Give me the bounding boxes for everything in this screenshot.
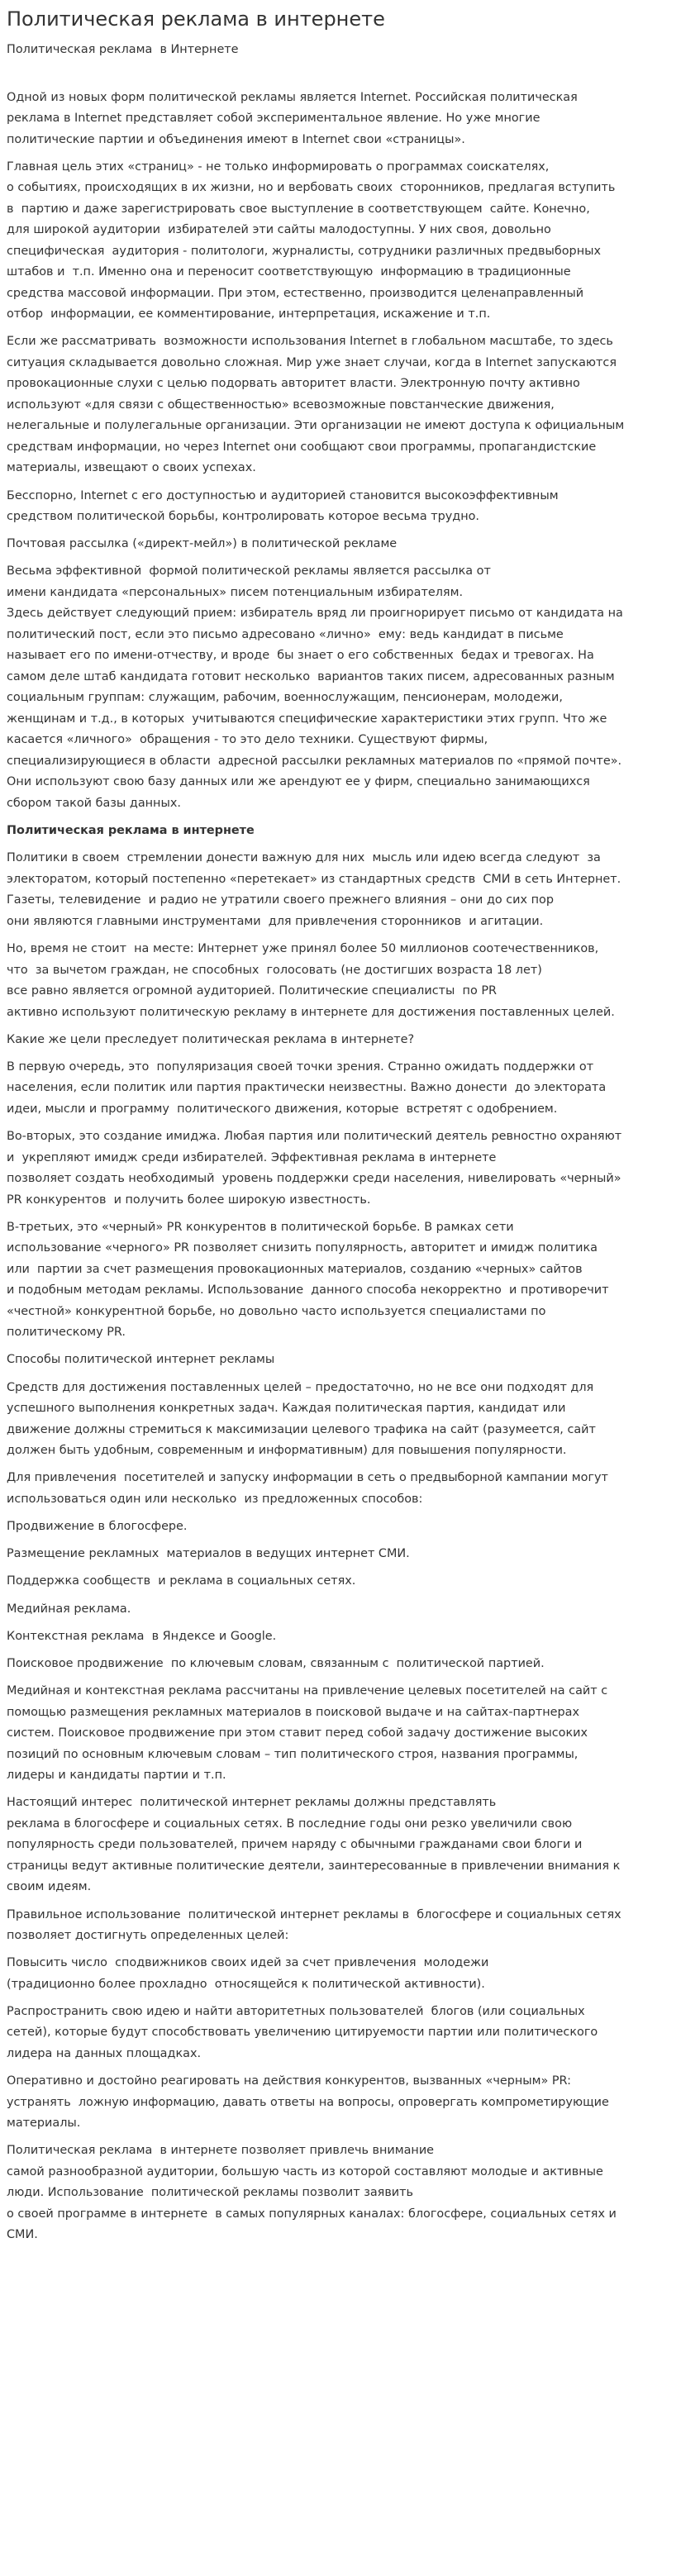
text-line: Правильное использование политической интернет рекламы в блогосфере и социальных сетях — [7, 1907, 621, 1921]
text-line: своим идеям. — [7, 1880, 92, 1894]
paragraph — [7, 1057, 688, 1121]
text-line: населения, если политик или партия практически неизвестны. Важно донести до электората — [7, 1081, 607, 1095]
paragraph — [7, 1905, 688, 1947]
text-line: средства массовой информации. При этом, естественно, производится целенаправленный — [7, 286, 584, 300]
text-line: должен быть удобным, современным и информативным) для повышения популярности. — [7, 1444, 567, 1458]
text-line: Если же рассматривать возможности использования Internet в глобальном масштабе, то здесь — [7, 335, 613, 349]
text-line: В-третьих, это «черный» PR конкурентов в политической борьбе. В рамках сети — [7, 1220, 514, 1234]
text-line: называет его по имени-отчеству, и вроде бы знает о его собственных бедах и тревогах. На — [7, 649, 594, 663]
text-line: использование «черного» PR позволяет снизить популярность, авторитет и имидж политика — [7, 1241, 598, 1255]
paragraph — [7, 1953, 688, 1995]
paragraph — [7, 2140, 688, 2246]
text-line: Оперативно и достойно реагировать на действия конкурентов, вызванных «черным» PR: — [7, 2074, 571, 2088]
text-line: реклама в блогосфере и социальных сетях. В последние годы они резко увеличили свою — [7, 1817, 573, 1831]
text-line: В первую очередь, это популяризация своей точки зрения. Странно ожидать поддержки от — [7, 1059, 594, 1074]
text-line: Распространить свою идею и найти авторитетных пользователей блогов (или социальных — [7, 2004, 585, 2018]
paragraph — [7, 1126, 688, 1211]
paragraph — [7, 157, 688, 326]
text-line: используют «для связи с общественностью» всевозможные повстанческие движения, — [7, 398, 555, 412]
paragraph — [7, 2002, 688, 2065]
paragraph — [7, 1544, 688, 1565]
text-line: систем. Поисковое продвижение при этом ставит перед собой задачу достижение высоких — [7, 1726, 588, 1740]
text-line: Поддержка сообществ и реклама в социальных сетях. — [7, 1574, 356, 1588]
paragraph — [7, 1681, 688, 1787]
text-line: Размещение рекламных материалов в ведущих интернет СМИ. — [7, 1547, 410, 1561]
text-line: самой разнообразной аудитории, большую часть из которой составляют молодые и активные — [7, 2164, 603, 2178]
text-line: нелегальные и полулегальные организации. Эти организации не имеют доступа к официальным — [7, 419, 625, 433]
paragraph — [7, 1030, 688, 1051]
text-line: все равно является огромной аудиторией. Политические специалисты по PR — [7, 984, 497, 998]
text-line: штабов и т.п. Именно она и переносит соответствующую информацию в традиционные — [7, 265, 571, 279]
paragraph — [7, 88, 688, 151]
text-line: идеи, мысли и программу политического движения, которые встретят с одобрением. — [7, 1102, 558, 1116]
text-line: материалы, извещают о своих успехах. — [7, 461, 256, 475]
text-line: касается «личного» обращения - то это дело техники. Существуют фирмы, — [7, 733, 488, 747]
paragraph — [7, 939, 688, 1023]
text-line: Для привлечения посетителей и запуску информации в сеть о предвыборной кампании могут — [7, 1471, 608, 1485]
text-line: сбором такой базы данных. — [7, 796, 181, 810]
text-line: Средств для достижения поставленных целей – предостаточно, но не все они подходят для — [7, 1380, 594, 1394]
text-line: материалы. — [7, 2117, 81, 2131]
paragraph — [7, 1793, 688, 1898]
section-heading — [7, 821, 688, 842]
text-line: специализирующиеся в области адресной рассылки рекламных материалов по «прямой почте». — [7, 754, 622, 768]
paragraph — [7, 1654, 688, 1675]
text-line: Продвижение в блогосфере. — [7, 1520, 188, 1533]
paragraph — [7, 534, 688, 555]
text-line: политический пост, если это письмо адресовано «лично» ему: ведь кандидат в письме — [7, 627, 564, 641]
text-line: женщинам и т.д., в которых учитываются специфические характеристики этих групп. Что же — [7, 712, 607, 726]
text-line: социальным группам: служащим, рабочим, военнослужащим, пенсионерам, молодежи, — [7, 691, 563, 705]
text-line: позиций по основным ключевым словам – тип политического строя, названия программы, — [7, 1747, 579, 1761]
text-line: Настоящий интерес политической интернет рекламы должны представлять — [7, 1796, 497, 1810]
text-line: политическому PR. — [7, 1326, 126, 1340]
text-line: и подобным методам рекламы. Использование данного способа некорректно и противоречит — [7, 1283, 609, 1298]
text-line: Контекстная реклама в Яндексе и Google. — [7, 1629, 277, 1643]
text-line: для широкой аудитории избирателей эти сайты малодоступны. У них своя, довольно — [7, 223, 551, 237]
text-line: люди. Использование политической рекламы позволит заявить — [7, 2186, 414, 2200]
text-line: Почтовая рассылка («директ-мейл») в политической рекламе — [7, 537, 398, 551]
text-line: провокационные слухи с целью подорвать авторитет власти. Электронную почту активно — [7, 377, 580, 391]
text-line: страницы ведут активные политические деятели, заинтересованные в привлечении внимания к — [7, 1859, 621, 1873]
text-line: Политики в своем стремлении донести важную для них мысль или идею всегда следуют за — [7, 851, 601, 865]
text-line: электоратом, который постепенно «перетекает» из стандартных средств СМИ в сеть Интернет. — [7, 872, 621, 886]
text-line: самом деле штаб кандидата готовит несколько вариантов таких писем, адресованных разным — [7, 669, 615, 683]
text-line: Медийная и контекстная реклама рассчитаны на привлечение целевых посетителей на сайт с — [7, 1684, 608, 1698]
text-line: сетей), которые будут способствовать увеличению цитируемости партии или политического — [7, 2026, 598, 2040]
text-line: СМИ. — [7, 2228, 38, 2242]
text-line: позволяет создать необходимый уровень поддержки среди населения, нивелировать «черный» — [7, 1172, 621, 1186]
text-line: Главная цель этих «страниц» - не только информировать о программах соискателях, — [7, 160, 550, 174]
text-line: успешного выполнения конкретных задач. Каждая политическая партия, кандидат или — [7, 1402, 566, 1416]
text-line: они являются главными инструментами для привлечения сторонников и агитации. — [7, 914, 544, 928]
text-line: (традиционно более прохладно относящейся к политической активности). — [7, 1977, 485, 1991]
text-line: что за вычетом граждан, не способных голосовать (не достигших возраста 18 лет) — [7, 963, 542, 977]
text-line: средствам информации, но через Internet они сообщают свои программы, пропагандистские — [7, 440, 597, 454]
text-line: имени кандидата «персональных» писем потенциальным избирателям. — [7, 585, 464, 599]
text-line: Политическая реклама в интернете позволяет привлечь внимание — [7, 2144, 435, 2158]
text-line: и укрепляют имидж среди избирателей. Эффективная реклама в интернете — [7, 1150, 497, 1164]
text-line: ситуация складывается довольно сложная. Мир уже знает случаи, когда в Internet запускаются — [7, 355, 617, 369]
paragraph — [7, 1468, 688, 1510]
text-line: Бесспорно, Internet с его доступностью и аудиторией становится высокоэффективным — [7, 488, 559, 502]
text-line: устранять ложную информацию, давать ответы на вопросы, опровергать компрометирующие — [7, 2095, 609, 2109]
paragraph — [7, 1626, 688, 1648]
text-line: отбор информации, ее комментирование, интерпретация, искажение и т.п. — [7, 307, 491, 321]
text-line: реклама в Internet представляет собой экспериментальное явление. Но уже многие — [7, 112, 540, 125]
text-line: специфическая аудитория - политологи, журналисты, сотрудники различных предвыборных — [7, 244, 601, 258]
article-body — [7, 88, 688, 2246]
text-line: Весьма эффективной формой политической рекламы является рассылка от — [7, 564, 491, 579]
text-line: движение должны стремиться к максимизации целевого трафика на сайт (разумеется, сайт — [7, 1422, 596, 1436]
text-line: в партию и даже зарегистрировать свое выступление в соответствующем сайте. Конечно, — [7, 202, 590, 216]
page-title: Политическая реклама в интернете — [7, 7, 385, 31]
text-line: популярность среди пользователей, причем наряду с обычными гражданами свои блоги и — [7, 1838, 583, 1852]
text-line: «честной» конкурентной борьбе, но довольно часто используется специалистами по — [7, 1304, 546, 1318]
paragraph — [7, 1350, 688, 1371]
text-line: Поисковое продвижение по ключевым словам, связанным с политической партией. — [7, 1656, 545, 1670]
text-line: или партии за счет размещения провокационных материалов, созданию «черных» сайтов — [7, 1262, 583, 1276]
text-line: Здесь действует следующий прием: избиратель вряд ли проигнорирует письмо от кандидата на — [7, 607, 623, 621]
paragraph — [7, 1599, 688, 1621]
paragraph — [7, 1517, 688, 1538]
paragraph — [7, 486, 688, 528]
text-line: помощью размещения рекламных материалов в поисковой выдаче и на сайтах-партнерах — [7, 1705, 579, 1719]
text-line: лидера на данных площадках. — [7, 2046, 202, 2060]
text-line: о событиях, происходящих в их жизни, но и вербовать своих сторонников, предлагая вступить — [7, 181, 616, 195]
text-line: активно используют политическую рекламу в интернете для достижения поставленных целей. — [7, 1005, 615, 1019]
paragraph — [7, 2071, 688, 2135]
text-line: Во-вторых, это создание имиджа. Любая партия или политический деятель ревностно охраняют — [7, 1130, 622, 1144]
text-line: Одной из новых форм политической рекламы является Internet. Российская политическая — [7, 90, 578, 104]
text-line: Медийная реклама. — [7, 1602, 131, 1616]
paragraph — [7, 848, 688, 932]
text-line: средством политической борьбы, контролировать которое весьма трудно. — [7, 510, 479, 524]
text-line: позволяет достигнуть определенных целей: — [7, 1929, 289, 1942]
text-line: Но, время не стоит на месте: Интернет уже принял более 50 миллионов соотечественников, — [7, 942, 599, 955]
text-line: политические партии и объединения имеют в Internet свои «страницы». — [7, 132, 465, 146]
text-line: использоваться один или несколько из предложенных способов: — [7, 1492, 423, 1506]
text-line: Какие же цели преследует политическая реклама в интернете? — [7, 1032, 415, 1046]
text-line: о своей программе в интернете в самых популярных каналах: блогосфере, социальных сетях и — [7, 2207, 617, 2221]
paragraph — [7, 1571, 688, 1593]
text-line: PR конкурентов и получить более широкую известность. — [7, 1193, 371, 1207]
text-line: Газеты, телевидение и радио не утратили своего прежнего влияния – они до сих пор — [7, 893, 554, 907]
text-line: Повысить число сподвижников своих идей за счет привлечения молодежи — [7, 1956, 489, 1970]
text-line: лидеры и кандидаты партии и т.п. — [7, 1769, 226, 1783]
text-line: Способы политической интернет рекламы — [7, 1353, 275, 1367]
text-line: Политическая реклама в интернете — [7, 824, 255, 838]
paragraph — [7, 1217, 688, 1344]
paragraph — [7, 1378, 688, 1462]
text-line: Они используют свою базу данных или же арендуют ее у фирм, специально занимающихся — [7, 775, 590, 789]
paragraph — [7, 331, 688, 479]
article-subtitle: Политическая реклама в Интернете — [7, 43, 239, 56]
paragraph — [7, 561, 688, 814]
